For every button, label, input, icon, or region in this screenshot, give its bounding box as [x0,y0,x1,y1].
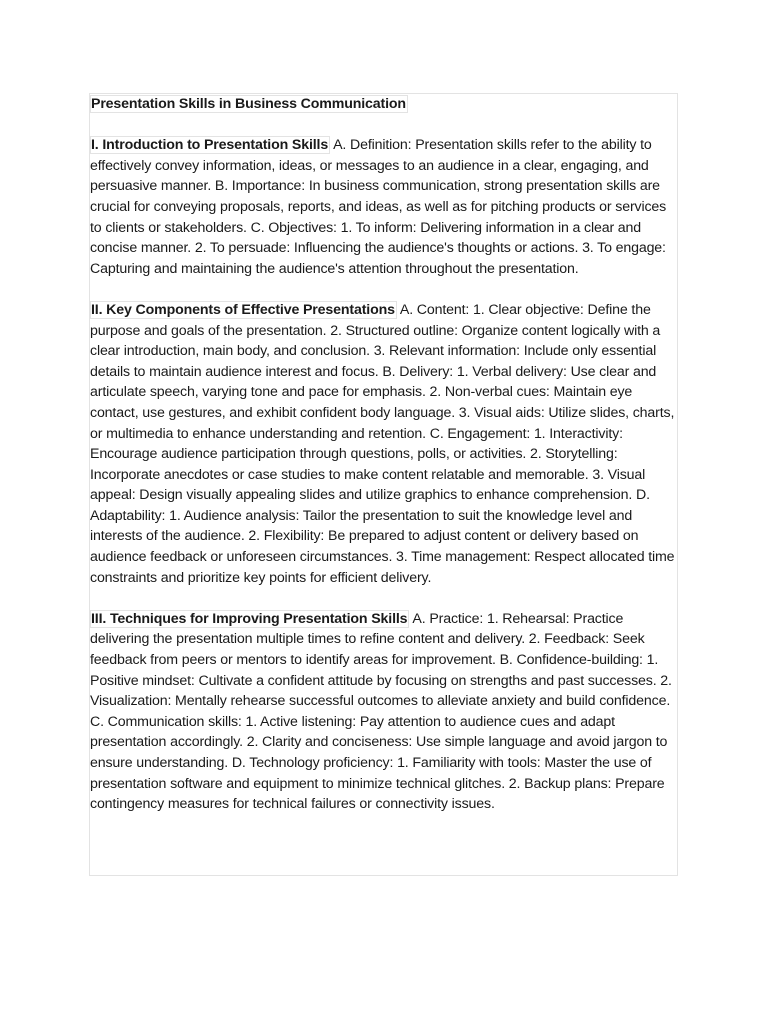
document-body [90,94,678,835]
section-body: A. Definition: Presentation skills refer to the ability to effectively convey information, ideas, or messages to an audience in a clear, engaging, and persuasive manner. B. Importance: In business communication, strong presentation skills are crucial for conveying proposals, reports, and ideas, as well as for pitching products or services to clients or stakeholders. C. Objectives: 1. To inform: Delivering information in a clear and concise manner. 2. To persuade: Influencing the audience's thoughts or actions. 3. To engage: Capturing and maintaining the audience's attention throughout the presentation. [90,137,667,277]
section-techniques [90,609,678,815]
section-introduction [90,135,678,279]
section-body: A. Practice: 1. Rehearsal: Practice delivering the presentation multiple times to refine content and delivery. 2. Feedback: Seek feedback from peers or mentors to identify areas for improvement. B. Confidence-building: 1. Positive mindset: Cultivate a confident attitude by focusing on strengths and past successes. 2. Visualization: Mentally rehearse successful outcomes to alleviate anxiety and build confidence. C. Communication skills: 1. Active listening: Pay attention to audience cues and adapt presentation accordingly. 2. Clarity and conciseness: Use simple language and avoid jargon to ensure understanding. D. Technology proficiency: 1. Familiarity with tools: Master the use of presentation software and equipment to minimize technical glitches. 2. Backup plans: Prepare contingency measures for technical failures or connectivity issues. [90,610,672,813]
document-title-text: Presentation Skills in Business Communication [91,96,406,112]
section-body: A. Content: 1. Clear objective: Define the purpose and goals of the presentation. 2. Structured outline: Organize content logically with a clear introduction, main body, and conclusion. 3. Relevant information: Include only essential details to maintain audience interest and focus. B. Delivery: 1. Verbal delivery: Use clear and articulate speech, varying tone and pace for emphasis. 2. Non-verbal cues: Maintain eye contact, use gestures, and exhibit confident body language. 3. Visual aids: Utilize slides, charts, or multimedia to enhance understanding and retention. C. Engagement: 1. Interactivity: Encourage audience participation through questions, polls, or activities. 2. Storytelling: Incorporate anecdotes or case studies to make content relatable and memorable. 3. Visual appeal: Design visually appealing slides and utilize graphics to enhance comprehension. D. Adaptability: 1. Audience analysis: Tailor the presentation to suit the knowledge level and interests of the audience. 2. Flexibility: Be prepared to adjust content or delivery based on audience feedback or unforeseen circumstances. 3. Time management: Respect allocated time constraints and prioritize key points for efficient delivery. [90,301,675,586]
document-title [90,94,678,115]
section-heading: I. Introduction to Presentation Skills [91,137,329,154]
section-heading: II. Key Components of Effective Presentations [91,301,395,318]
section-heading: III. Techniques for Improving Presentation Skills [91,610,408,627]
section-key-components [90,300,678,588]
